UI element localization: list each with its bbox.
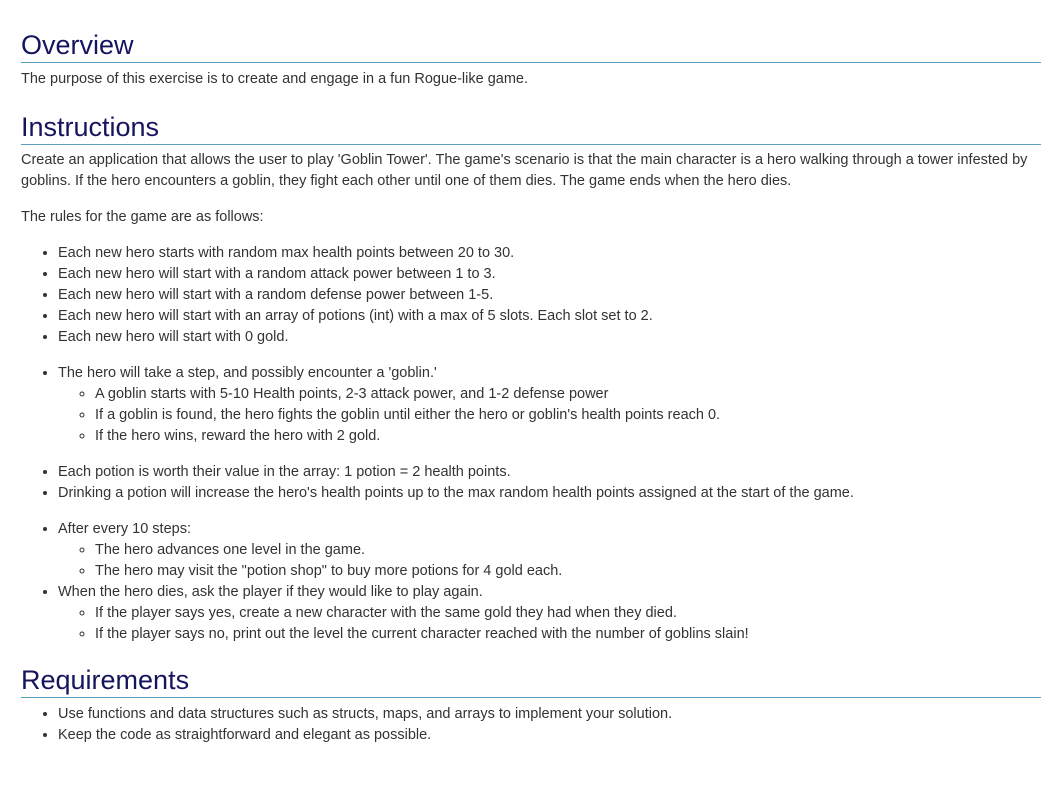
list-item: • Each potion is worth their value in the array: 1 potion = 2 health points.	[58, 462, 1041, 483]
step-label: The hero will take a step, and possibly encounter a 'goblin.'	[58, 365, 437, 381]
list-item: • Drinking a potion will increase the hero's health points up to the max random health points assigned at the start of the game.	[58, 483, 1041, 504]
list-item: • Use functions and data structures such as structs, maps, and arrays to implement your solution.	[58, 704, 1041, 725]
step-list	[21, 363, 1041, 447]
progress-list	[21, 519, 1041, 645]
list-item: ◦ If a goblin is found, the hero fights the goblin until either the hero or goblin's health points reach 0.	[95, 405, 1041, 426]
list-item: • Each new hero will start with 0 gold.	[58, 327, 1041, 348]
step-sublist	[58, 384, 1041, 447]
list-item: • Each new hero starts with random max health points between 20 to 30.	[58, 243, 1041, 264]
list-item: • Keep the code as straightforward and elegant as possible.	[58, 725, 1041, 746]
hero-start-list	[21, 243, 1041, 348]
every10-label: After every 10 steps:	[58, 521, 191, 537]
list-item: ◦ The hero may visit the "potion shop" to buy more potions for 4 gold each.	[95, 561, 1041, 582]
instructions-heading: Instructions	[21, 111, 1041, 145]
death-label: When the hero dies, ask the player if they would like to play again.	[58, 584, 483, 600]
list-item	[58, 582, 1041, 645]
list-item	[58, 519, 1041, 582]
potion-list	[21, 462, 1041, 504]
list-item: ◦ A goblin starts with 5-10 Health points, 2-3 attack power, and 1-2 defense power	[95, 384, 1041, 405]
overview-heading: Overview	[21, 29, 1041, 63]
list-item: ◦ If the hero wins, reward the hero with 2 gold.	[95, 426, 1041, 447]
list-item	[58, 363, 1041, 447]
list-item: • Each new hero will start with an array of potions (int) with a max of 5 slots. Each slot set to 2.	[58, 306, 1041, 327]
list-item: ◦ If the player says no, print out the level the current character reached with the number of goblins slain!	[95, 624, 1041, 645]
list-item: • Each new hero will start with a random defense power between 1-5.	[58, 285, 1041, 306]
instructions-section	[21, 90, 1041, 645]
overview-text: The purpose of this exercise is to create and engage in a fun Rogue-like game.	[21, 71, 528, 87]
death-sublist	[58, 603, 1041, 645]
overview-section	[21, 0, 1041, 90]
every10-sublist	[58, 540, 1041, 582]
rules-intro: The rules for the game are as follows:	[21, 209, 264, 225]
list-item: ◦ If the player says yes, create a new character with the same gold they had when they died.	[95, 603, 1041, 624]
requirements-heading: Requirements	[21, 664, 1041, 698]
requirements-section	[21, 645, 1041, 746]
instructions-intro: Create an application that allows the user to play 'Goblin Tower'. The game's scenario is that the main character is a hero walking through a tower infested by goblins. If the hero encounters a goblin, they fight each other until one of them dies. The game ends when the hero dies.	[21, 152, 1028, 189]
list-item: • Each new hero will start with a random attack power between 1 to 3.	[58, 264, 1041, 285]
requirements-list	[21, 704, 1041, 746]
list-item: ◦ The hero advances one level in the game.	[95, 540, 1041, 561]
